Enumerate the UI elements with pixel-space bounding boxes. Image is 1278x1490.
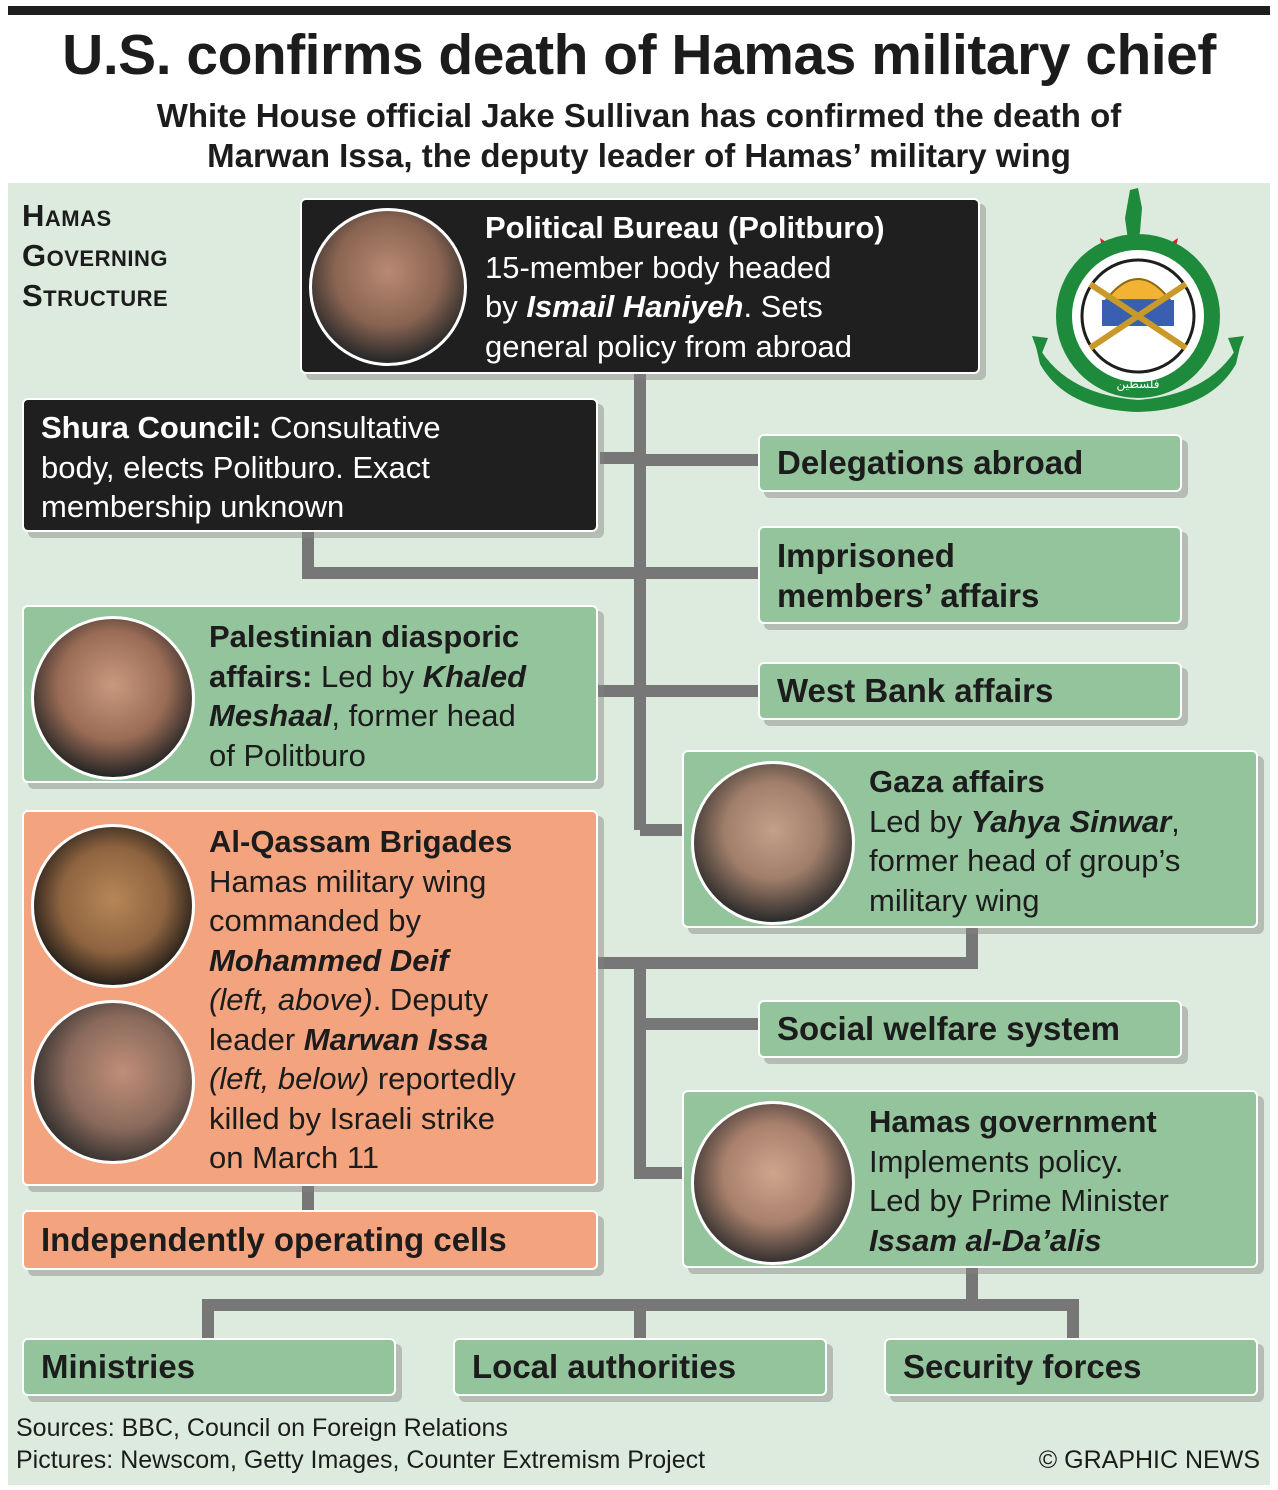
qassam-line-7-rest: reportedly <box>369 1061 516 1096</box>
independent-cells-box <box>22 1210 598 1270</box>
security-forces-box <box>884 1338 1258 1396</box>
gaza-line-2 <box>869 802 1180 842</box>
qassam-text <box>209 822 516 1178</box>
government-line-3: Led by Prime Minister <box>869 1183 1169 1218</box>
west-bank-affairs-box <box>758 662 1182 720</box>
diaspora-line-4: of Politburo <box>209 737 366 773</box>
gaza-line-4: military wing <box>869 882 1040 918</box>
hamas-emblem-icon <box>1030 188 1246 414</box>
security-forces-label: Security forces <box>903 1348 1142 1385</box>
local-authorities-label: Local authorities <box>472 1348 737 1385</box>
qassam-heading: Al-Qassam Brigades <box>209 824 513 859</box>
diaspora-heading-end: affairs: <box>209 658 313 694</box>
diaspora-line-2-rest: Led by <box>312 658 423 694</box>
emblem-caption: فلسطين <box>1116 377 1160 391</box>
section-label-line-2: Governing <box>22 238 168 273</box>
local-authorities-box <box>453 1338 827 1396</box>
politburo-leader-name: Ismail Haniyeh <box>526 289 744 324</box>
qassam-line-5-italic: (left, above) <box>209 982 373 1017</box>
qassam-line-3: commanded by <box>209 903 421 938</box>
gaza-leader-name: Yahya Sinwar <box>970 803 1172 839</box>
qassam-line-9: on March 11 <box>209 1140 380 1175</box>
government-text <box>869 1102 1169 1260</box>
gaza-line-3: former head of group’s <box>869 843 1181 878</box>
qassam-line-5 <box>209 980 516 1020</box>
section-label-line-3: Structure <box>22 278 169 313</box>
connector-gaza-down <box>596 926 972 963</box>
cells-label: Independently operating cells <box>41 1221 507 1258</box>
footer-pictures: Pictures: Newscom, Getty Images, Counter Extremism Project <box>16 1446 706 1474</box>
qassam-commander-name: Mohammed Deif <box>209 942 449 978</box>
government-line-2: Implements policy. <box>869 1143 1124 1179</box>
politburo-line-2: 15-member body headed <box>485 249 832 285</box>
portrait-yahya-sinwar <box>691 761 855 925</box>
portrait-ismail-haniyeh <box>309 208 467 366</box>
shura-heading: Shura Council: <box>41 410 262 445</box>
imprisoned-line-1: Imprisoned <box>777 537 955 574</box>
politburo-heading: Political Bureau (Politburo) <box>485 210 885 245</box>
diaspora-line-3 <box>209 696 526 736</box>
imprisoned-members-box <box>758 526 1182 624</box>
politburo-box <box>300 198 980 374</box>
government-heading: Hamas government <box>869 1104 1157 1139</box>
diaspora-line-3-rest: , former head <box>331 698 516 733</box>
qassam-line-6 <box>209 1020 516 1060</box>
politburo-line-3-pre: by <box>485 289 527 324</box>
qassam-line-7-italic: (left, below) <box>209 1061 370 1096</box>
portrait-marwan-issa <box>31 1000 195 1164</box>
subtitle-line-1: White House official Jake Sullivan has confirmed the death of <box>156 97 1122 134</box>
page-title: U.S. confirms death of Hamas military chief <box>62 23 1216 87</box>
social-welfare-box <box>758 1000 1182 1058</box>
shura-line-1-rest: Consultative <box>261 410 441 445</box>
qassam-line-7 <box>209 1059 516 1099</box>
shura-council-box <box>22 398 598 532</box>
imprisoned-text <box>777 536 1039 616</box>
diaspora-leader-last-name: Meshaal <box>209 698 332 733</box>
politburo-line-3 <box>485 287 885 327</box>
government-leader-name: Issam al-Da’alis <box>869 1222 1102 1258</box>
politburo-text <box>485 208 885 366</box>
section-label-line-1: Hamas <box>22 198 112 233</box>
qassam-deputy-name: Marwan Issa <box>303 1021 489 1057</box>
connector-shura-down <box>308 528 762 573</box>
hamas-government-box <box>682 1090 1258 1268</box>
footer-credit: © GRAPHIC NEWS <box>1038 1446 1260 1474</box>
diaspora-affairs-box <box>22 605 598 783</box>
gaza-line-2-post: , <box>1171 803 1180 839</box>
politburo-line-4: general policy from abroad <box>485 328 853 364</box>
qassam-line-5-rest: . Deputy <box>372 982 489 1017</box>
qassam-line-8: killed by Israeli strike <box>209 1100 495 1136</box>
qassam-line-2: Hamas military wing <box>209 863 487 899</box>
gaza-heading: Gaza affairs <box>869 764 1045 799</box>
portrait-issam-al-dalis <box>691 1101 855 1265</box>
shura-line-3: membership unknown <box>41 489 345 524</box>
portrait-khaled-meshaal <box>31 616 195 780</box>
al-qassam-brigades-box <box>22 810 598 1186</box>
gaza-line-2-pre: Led by <box>869 803 971 839</box>
qassam-line-6-pre: leader <box>209 1021 304 1057</box>
portrait-mohammed-deif <box>31 824 195 988</box>
diaspora-line-2 <box>209 657 526 697</box>
subtitle-line-2: Marwan Issa, the deputy leader of Hamas’ military wing <box>207 137 1071 174</box>
shura-line-1 <box>41 408 441 448</box>
shura-text <box>41 408 441 527</box>
delegations-abroad-box <box>758 434 1182 492</box>
welfare-label: Social welfare system <box>777 1010 1121 1047</box>
west-bank-label: West Bank affairs <box>777 672 1054 709</box>
government-line-4 <box>869 1221 1169 1261</box>
gaza-affairs-box <box>682 750 1258 928</box>
politburo-line-3-post: . Sets <box>743 289 823 324</box>
diaspora-line-1: Palestinian diasporic <box>209 619 520 654</box>
diaspora-text <box>209 617 526 775</box>
ministries-box <box>22 1338 396 1396</box>
imprisoned-line-2: members’ affairs <box>777 577 1040 614</box>
gaza-text <box>869 762 1180 920</box>
qassam-line-4 <box>209 941 516 981</box>
footer-sources: Sources: BBC, Council on Foreign Relations <box>16 1414 508 1442</box>
diaspora-leader-first-name: Khaled <box>422 658 527 694</box>
shura-line-2: body, elects Politburo. Exact <box>41 449 430 485</box>
ministries-label: Ministries <box>41 1348 196 1385</box>
delegations-label: Delegations abroad <box>777 444 1084 481</box>
